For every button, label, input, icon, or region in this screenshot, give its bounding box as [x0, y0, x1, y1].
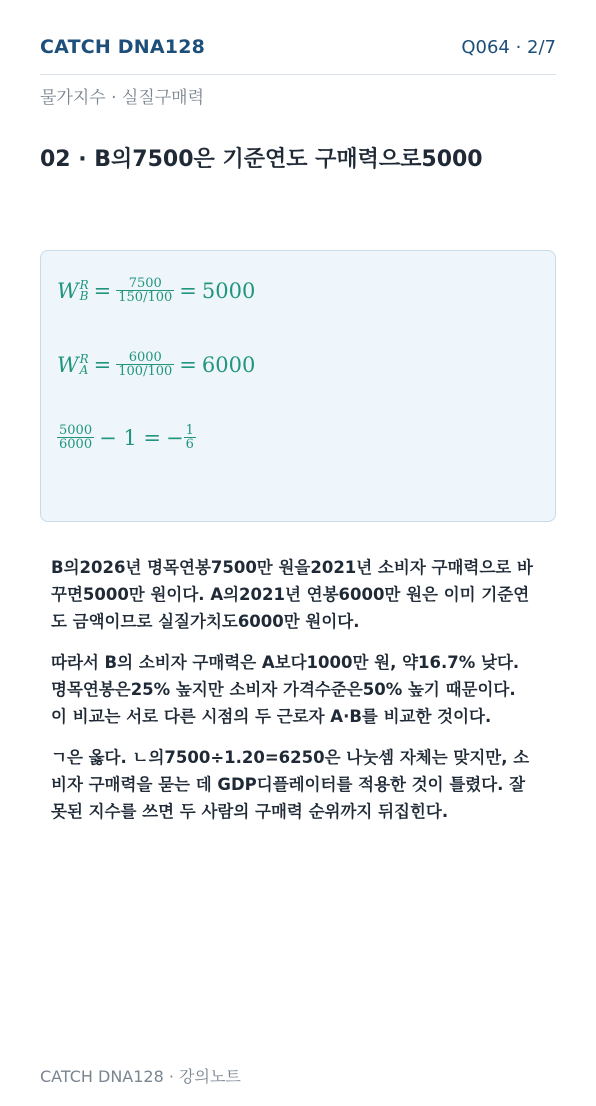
- fraction-numerator: 7500: [128, 276, 162, 291]
- formula-result: 6000: [201, 352, 256, 377]
- equals-sign: =: [179, 352, 197, 377]
- formula-fraction: [184, 424, 196, 451]
- formula-fraction: [116, 351, 174, 378]
- formula-var: W: [57, 278, 79, 303]
- explanation-paragraph-3: ㄱ은 옳다. ㄴ의7500÷1.20=6250은 나눗셈 자체는 맞지만, 소 비자 구매력을 묻는 데 GDP디플레이터를 적용한 것이 틀렸다. 잘 못된 지수를 쓰면 두 사람의 구매력 순위까지 뒤집힌다.: [51, 748, 530, 821]
- formula-sub: A: [79, 362, 89, 377]
- subtopic-label: 물가지수 · 실질구매력: [40, 88, 205, 108]
- equals-sign: =: [93, 352, 112, 377]
- fraction-numerator: 1: [185, 423, 194, 438]
- minus-sign: −: [166, 425, 184, 450]
- fraction-numerator: 6000: [128, 350, 162, 365]
- fraction-denominator: 6: [185, 437, 194, 452]
- fraction-denominator: 150/100: [118, 290, 173, 305]
- brand-title: CATCH DNA128: [40, 36, 206, 58]
- page-title: 02 · B의7500은 기준연도 구매력으로5000: [40, 147, 483, 172]
- formula-var: W: [57, 352, 79, 377]
- formula-box: [40, 250, 556, 522]
- question-counter: Q064 · 2/7: [461, 37, 556, 58]
- fraction-denominator: 6000: [59, 437, 93, 452]
- minus-one-equals: − 1 =: [99, 425, 161, 450]
- formula-result: 5000: [201, 278, 256, 303]
- fraction-numerator: 5000: [59, 423, 93, 438]
- fraction-denominator: 100/100: [118, 364, 173, 379]
- explanation-paragraph-2: 따라서 B의 소비자 구매력은 A보다1000만 원, 약16.7% 낮다. 명목연봉은25% 높지만 소비자 가격수준은50% 높기 때문이다. 이 비교는 서로 다른 시점의 두 근로자 A·B를 비교한 것이다.: [51, 653, 520, 726]
- formula-sup-sub: [79, 351, 89, 377]
- formula-sub: B: [79, 288, 89, 303]
- equals-sign: =: [179, 278, 197, 303]
- page-footer: CATCH DNA128 · 강의노트: [40, 1067, 241, 1086]
- explanation-paragraph-1: B의2026년 명목연봉7500만 원을2021년 소비자 구매력으로 바 꾸면5000만 원이다. A의2021년 연봉6000만 원은 이미 기준연 도 금액이므로 실질가치도6000만 원이다.: [51, 558, 533, 631]
- formula-sup-sub: [79, 277, 89, 303]
- equals-sign: =: [93, 278, 112, 303]
- formula-real-wage-a: [57, 351, 255, 378]
- formula-real-wage-b: [57, 277, 255, 304]
- formula-sup: R: [79, 277, 89, 292]
- formula-sup: R: [79, 351, 89, 366]
- page-header: [40, 36, 556, 75]
- formula-fraction: [116, 277, 174, 304]
- formula-fraction: [57, 424, 94, 451]
- formula-ratio: [57, 424, 196, 451]
